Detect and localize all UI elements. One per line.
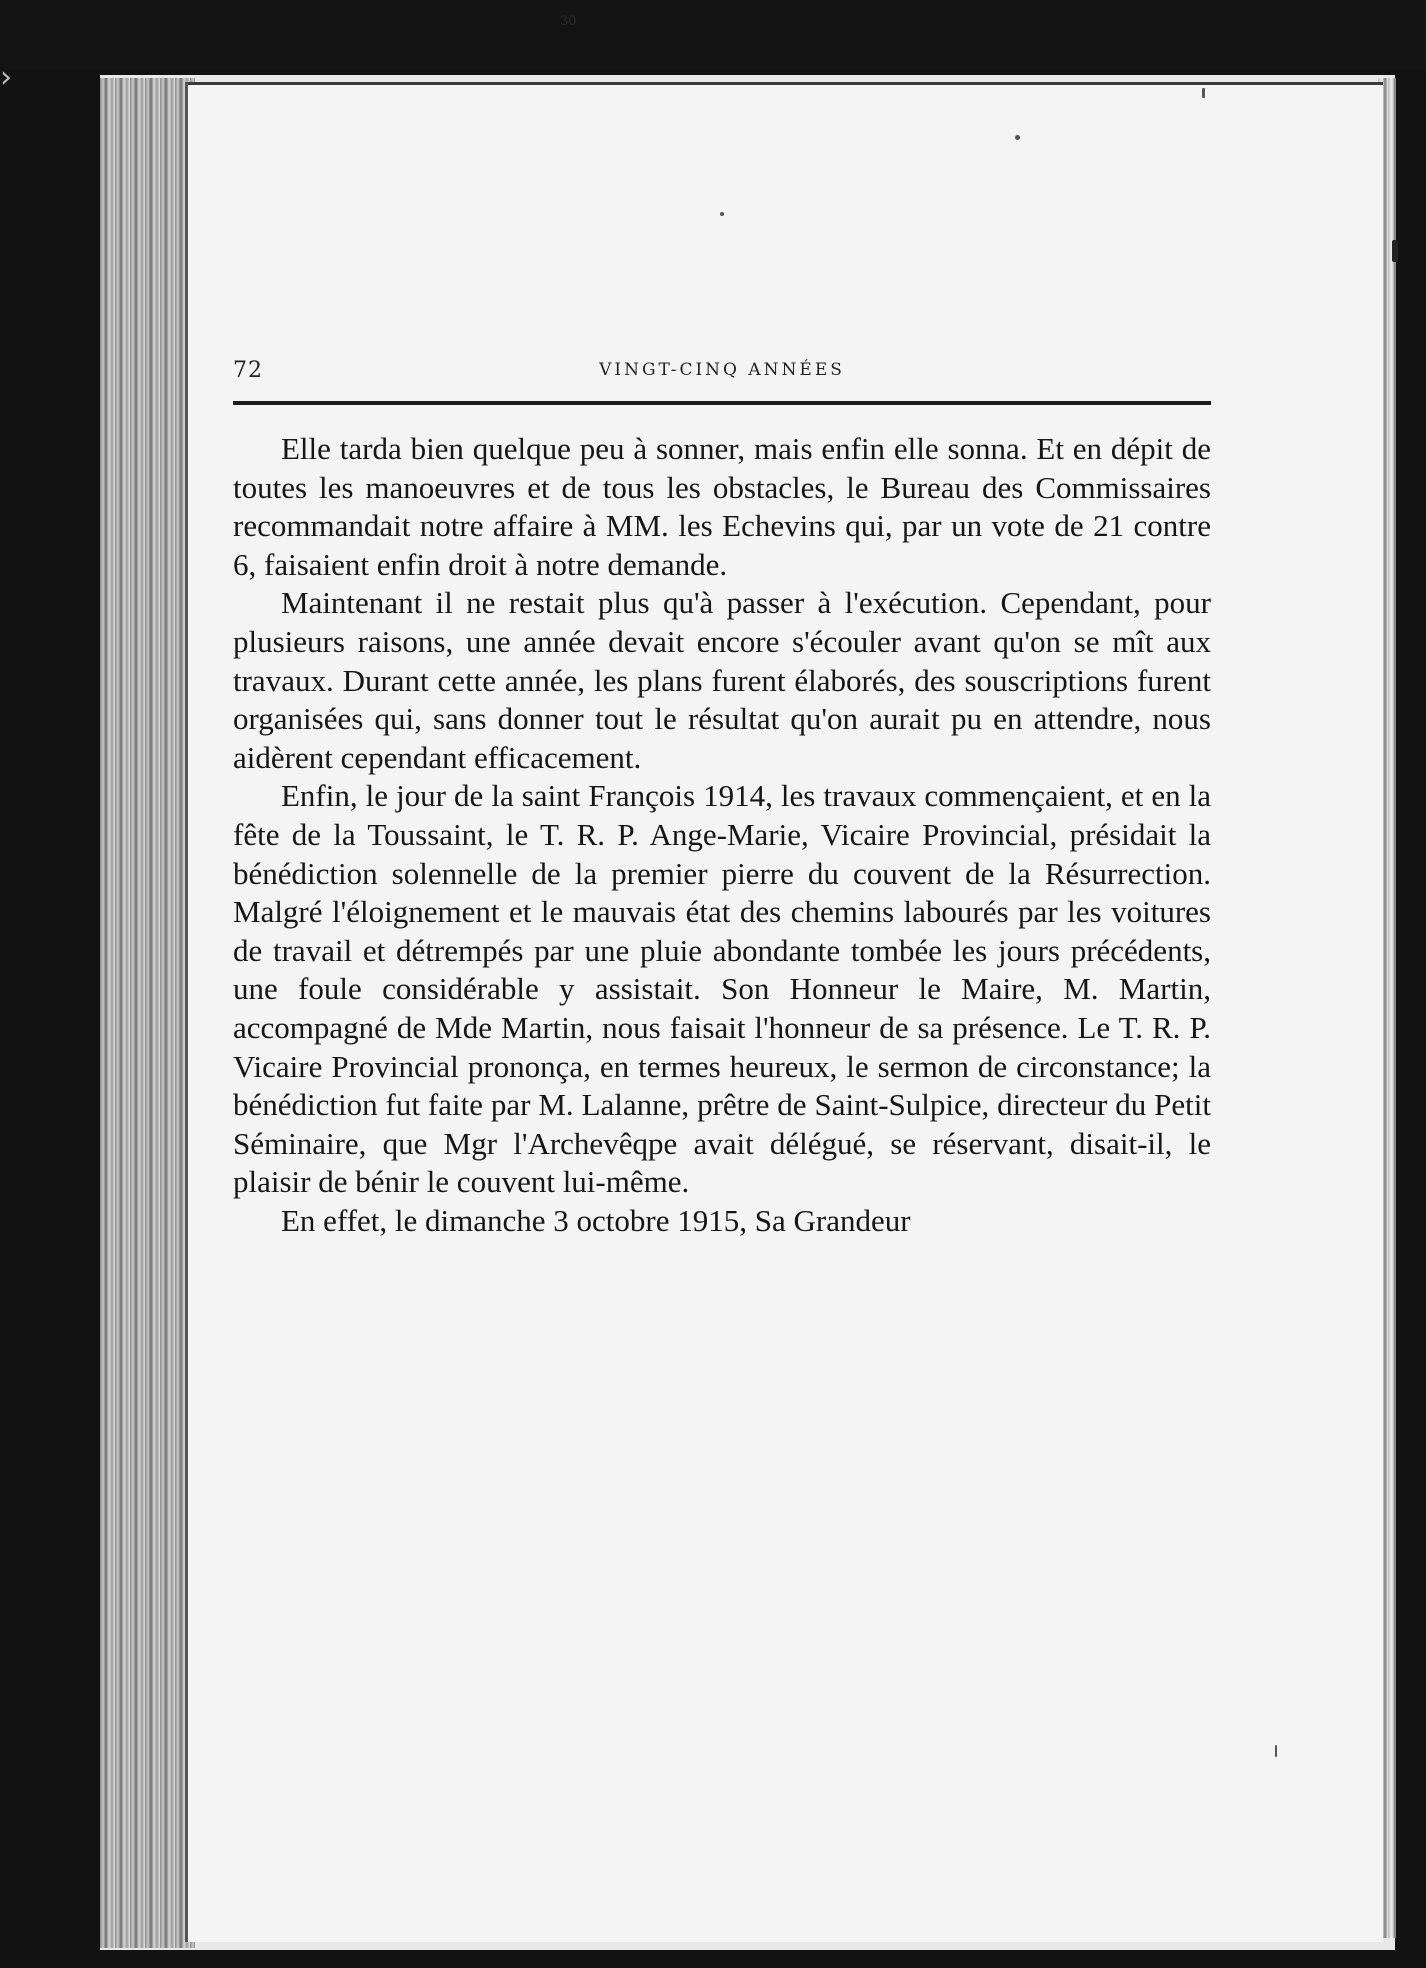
header-rule bbox=[233, 401, 1211, 405]
scan-frame-number: 30 bbox=[560, 14, 577, 29]
speck bbox=[1015, 135, 1020, 140]
scan-top-margin bbox=[0, 0, 1426, 70]
body-text bbox=[233, 430, 1211, 1240]
paragraph: Elle tarda bien quelque peu à sonner, mais enfin elle sonna. Et en dépit de toutes les manoeuvres et de tous les obstacles, le Bureau des Commissaires recommandait notre affaire à MM. les Echevins qui, par un vote de 21 contre 6, faisaient enfin droit à notre demande. bbox=[233, 431, 1211, 582]
page-edges-left bbox=[100, 78, 195, 1948]
speck bbox=[720, 212, 724, 216]
speck bbox=[1392, 240, 1398, 262]
page-top-border bbox=[188, 82, 1383, 85]
speck bbox=[1202, 88, 1205, 98]
page-number: 72 bbox=[233, 358, 263, 383]
page-header bbox=[233, 358, 1211, 388]
paragraph: Enfin, le jour de la saint François 1914, les travaux commençaient, et en la fête de la Toussaint, le T. R. P. Ange-Marie, Vicaire Provincial, présidait la bénédiction solennelle de la premier pierre du couvent de la Résurrection. Malgré l'éloignement et le mauvais état des chemins labourés par les voitures de travail et détrempés par une pluie abondante tombée les jours précédents, une foule considérable y assistait. Son Honneur le Maire, M. Martin, accompagné de Mde Martin, nous faisait l'honneur de sa présence. Le T. R. P. Vicaire Provincial prononça, en termes heureux, le sermon de circonstance; la bénédiction fut faite par M. Lalanne, prêtre de Saint-Sulpice, directeur du Petit Séminaire, que Mgr l'Archevêqpe avait délégué, se réservant, disait-il, le plaisir de bénir le couvent lui-même. bbox=[233, 778, 1211, 1200]
running-head: VINGT-CINQ ANNÉES bbox=[599, 360, 845, 380]
paragraph: En effet, le dimanche 3 octobre 1915, Sa Grandeur bbox=[281, 1202, 911, 1238]
speck bbox=[1275, 1745, 1277, 1757]
paragraph: Maintenant il ne restait plus qu'à passer à l'exécution. Cependant, pour plusieurs raisons, une année devait encore s'écouler avant qu'on se mît aux travaux. Durant cette année, les plans furent élaborés, des souscriptions furent organisées qui, sans donner tout le résultat qu'on aurait pu en attendre, nous aidèrent cependant efficacement. bbox=[233, 585, 1211, 775]
scan-artifact: › bbox=[0, 60, 12, 95]
